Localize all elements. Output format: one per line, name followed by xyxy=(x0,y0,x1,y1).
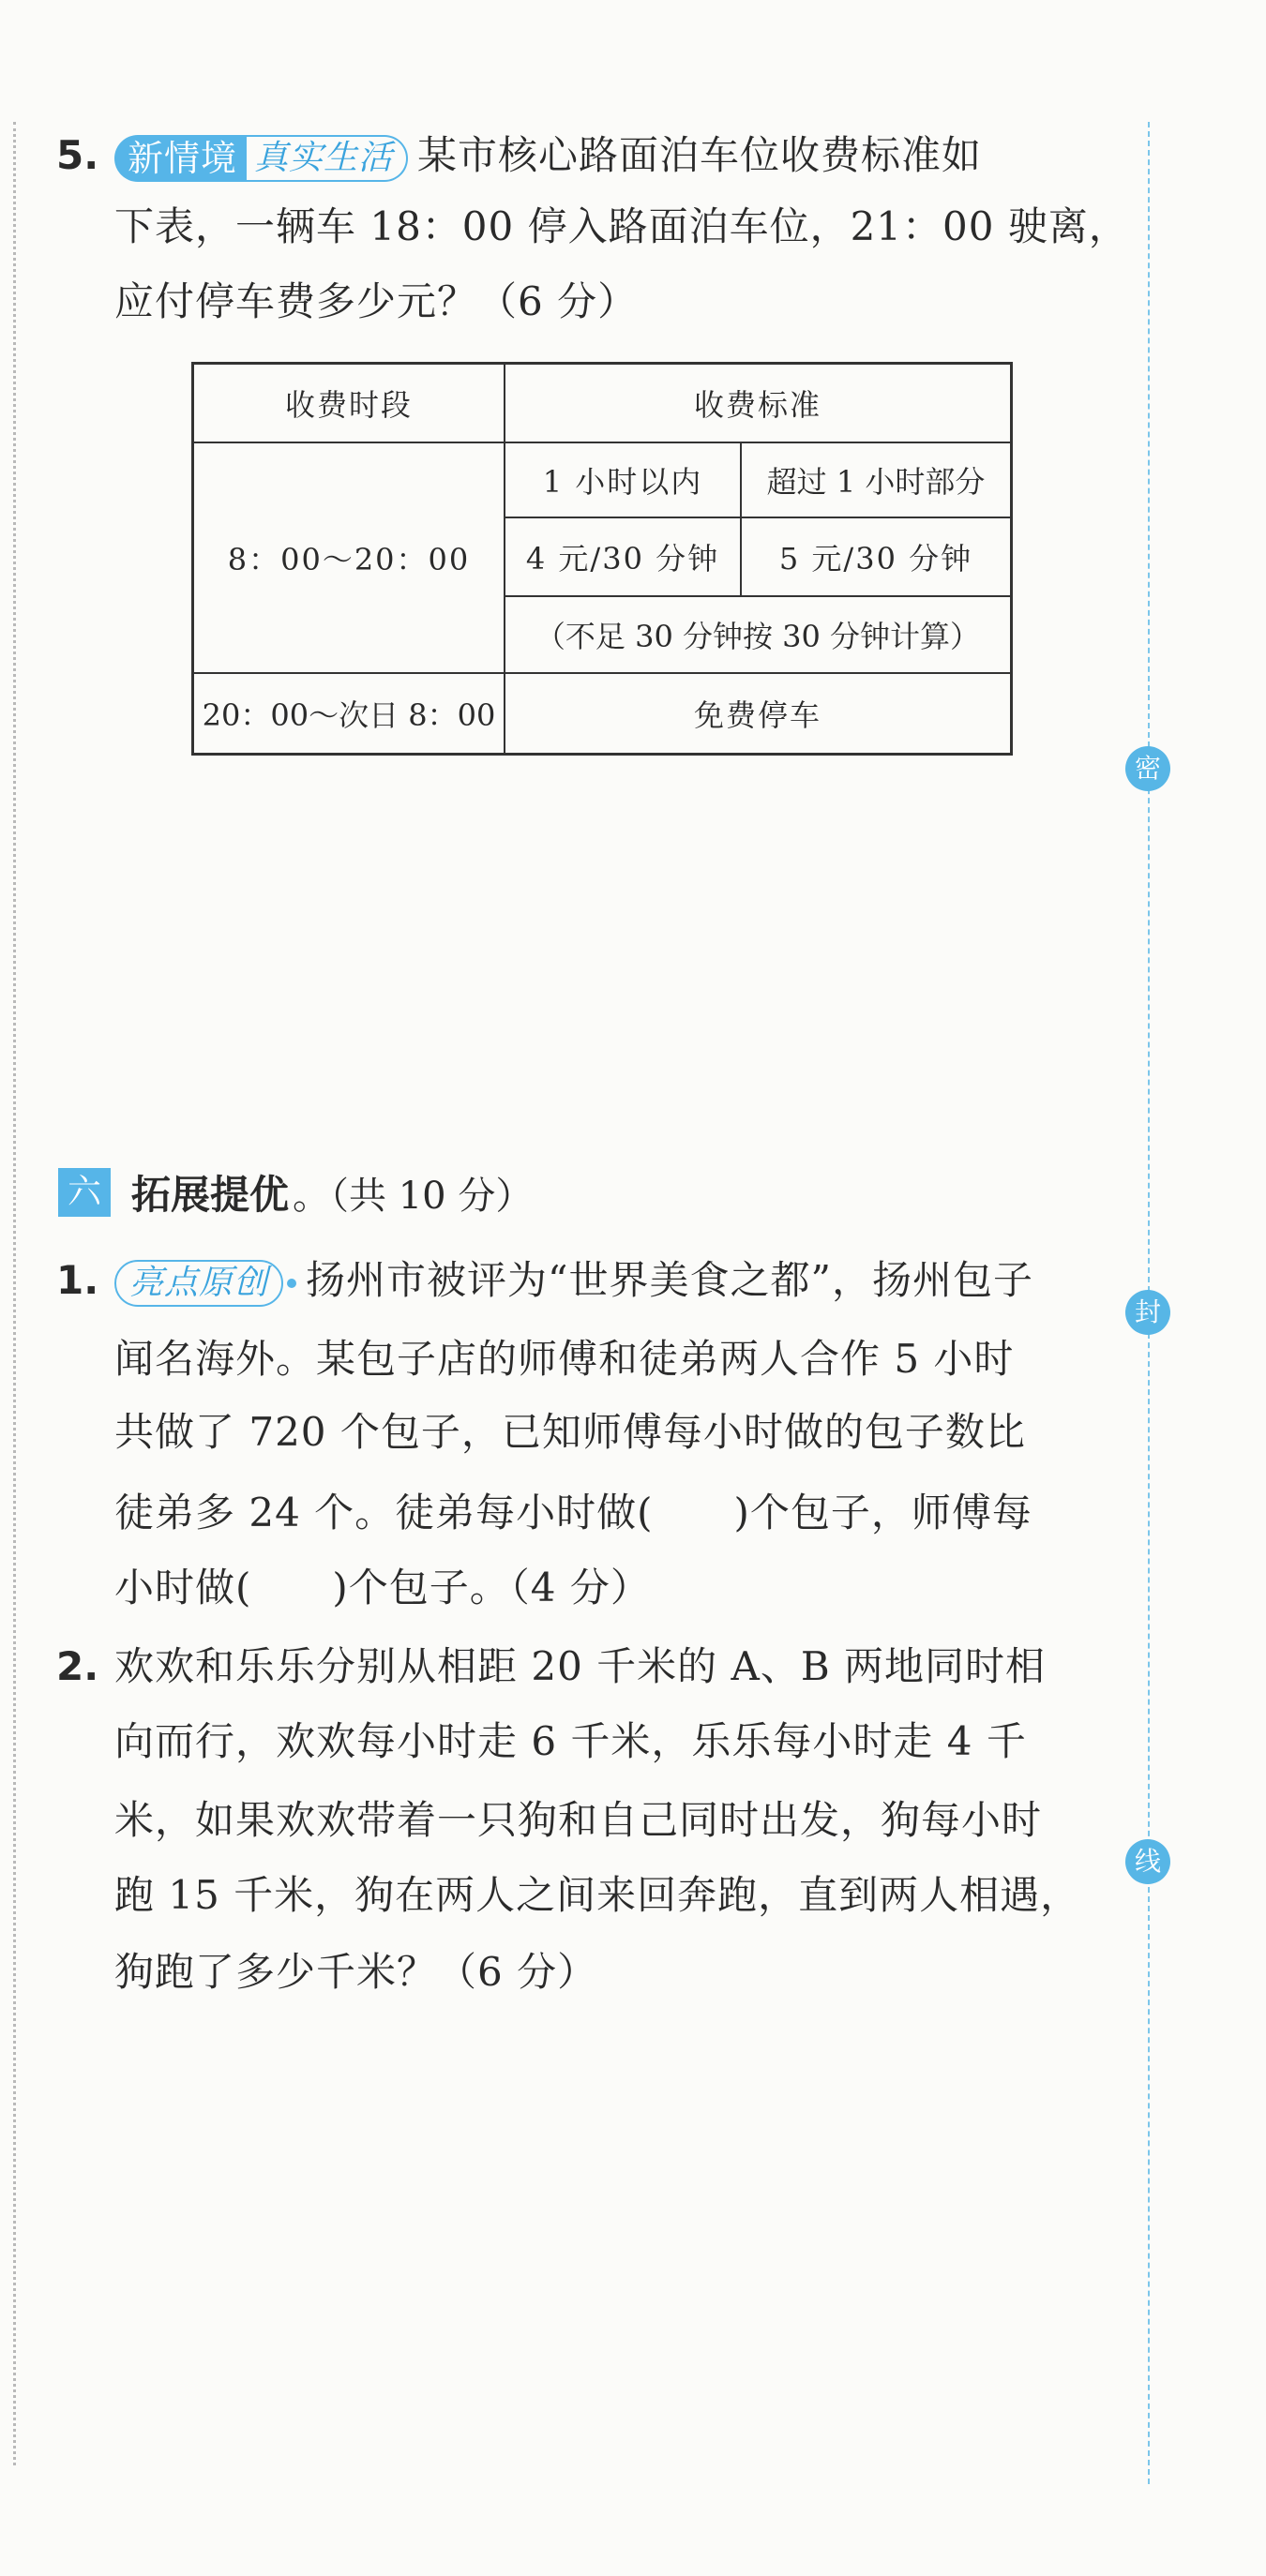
section-6-number: 六 xyxy=(58,1168,111,1217)
question-5-line-2: 下表，一辆车 18：00 停入路面泊车位，21：00 驶离， xyxy=(114,203,1129,249)
period-day: 8：00～20：00 xyxy=(193,442,505,674)
within-hour-rate: 4 元/30 分钟 xyxy=(505,517,741,596)
question-1-line-3: 共做了 720 个包子，已知师傅每小时做的包子数比 xyxy=(114,1409,1026,1455)
tag-new-context: 新情境 xyxy=(114,135,247,182)
header-period: 收费时段 xyxy=(193,364,505,442)
question-2-line-2: 向而行，欢欢每小时走 6 千米，乐乐每小时走 4 千 xyxy=(114,1718,1027,1764)
seal-mark-mi: 密 xyxy=(1125,746,1170,791)
binding-margin-dotted-line xyxy=(13,122,16,2465)
section-6-title: 拓展提优 xyxy=(131,1172,290,1218)
section-6-score: 。（共 10 分） xyxy=(293,1174,534,1218)
question-1-text-1: 扬州市被评为“世界美食之都”，扬州包子 xyxy=(306,1257,1033,1303)
over-hour-rate: 5 元/30 分钟 xyxy=(741,517,1012,596)
question-2-line-3: 米，如果欢欢带着一只狗和自己同时出发，狗每小时 xyxy=(114,1797,1043,1843)
question-2-line-1: 欢欢和乐乐分别从相距 20 千米的 A、B 两地同时相 xyxy=(114,1643,1047,1689)
tag-dot-icon xyxy=(287,1279,296,1288)
question-1-line-4: 徒弟多 24 个。徒弟每小时做( )个包子，师傅每 xyxy=(114,1490,1032,1535)
within-hour-label: 1 小时以内 xyxy=(505,442,741,517)
question-5-number: 5. xyxy=(56,132,99,178)
tag-real-life: 真实生活 xyxy=(247,135,408,182)
rounding-note: （不足 30 分钟按 30 分钟计算） xyxy=(505,596,1012,673)
tag-original: 亮点原创 xyxy=(114,1260,283,1307)
question-1-line-5: 小时做( )个包子。（4 分） xyxy=(114,1565,651,1610)
parking-fee-table xyxy=(191,362,1013,756)
question-5-text-1: 某市核心路面泊车位收费标准如 xyxy=(417,132,983,178)
period-night: 20：00～次日 8：00 xyxy=(193,673,505,754)
question-5-tag xyxy=(114,135,408,182)
question-5-line-3: 应付停车费多少元？（6 分） xyxy=(114,278,639,324)
seal-mark-feng: 封 xyxy=(1125,1290,1170,1335)
question-1-line-1 xyxy=(114,1256,1033,1307)
free-parking: 免费停车 xyxy=(505,673,1012,754)
question-2-number: 2. xyxy=(56,1643,99,1689)
header-standard: 收费标准 xyxy=(505,364,1012,442)
over-hour-label: 超过 1 小时部分 xyxy=(741,442,1012,517)
seal-mark-xian: 线 xyxy=(1125,1839,1170,1884)
question-5-line-1 xyxy=(114,131,982,182)
question-2-line-5: 狗跑了多少千米？（6 分） xyxy=(114,1949,598,1995)
question-1-number: 1. xyxy=(56,1257,99,1303)
section-6-header xyxy=(58,1164,533,1221)
question-1-line-2: 闻名海外。某包子店的师傅和徒弟两人合作 5 小时 xyxy=(114,1336,1015,1382)
question-1-tag xyxy=(114,1260,296,1307)
question-2-line-4: 跑 15 千米，狗在两人之间来回奔跑，直到两人相遇， xyxy=(114,1872,1081,1918)
